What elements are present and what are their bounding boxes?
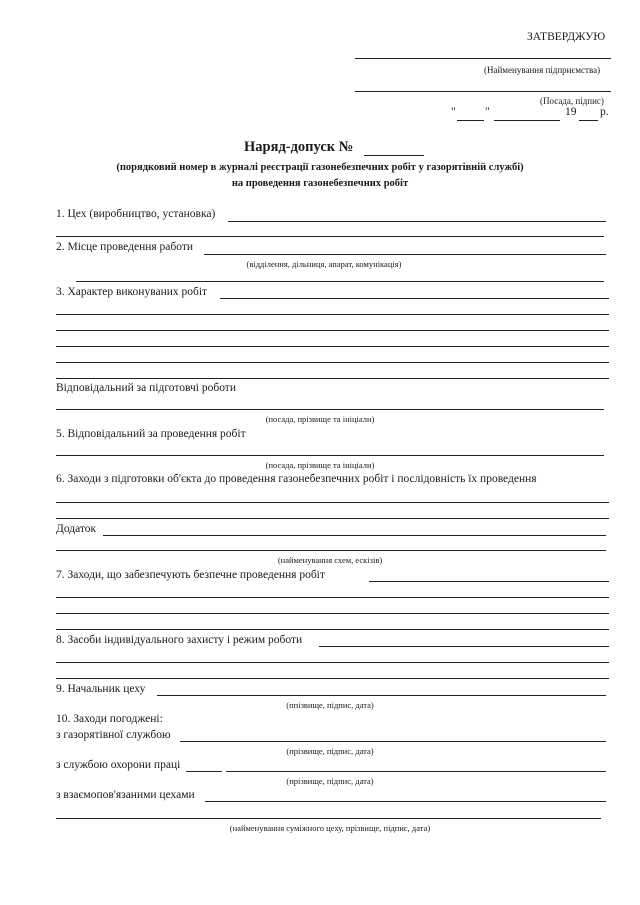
field-10-label: 10. Заходи погоджені: [56,713,163,725]
field-7-line-2[interactable] [56,597,609,598]
field-7-label: 7. Заходи, що забезпечують безпечне проведення робіт [56,569,325,581]
field-4-label: Відповідальний за підготовчі роботи [56,382,236,394]
field-8-line-2[interactable] [56,662,609,663]
field-6-line[interactable] [56,502,609,503]
company-line[interactable] [355,58,611,59]
position-caption: (Посада, підпис) [540,96,604,106]
field-8-line[interactable] [319,646,609,647]
field-1-label: 1. Цех (виробництво, установка) [56,208,216,220]
safety-service-line[interactable] [226,771,606,772]
title-subline-2: на проведення газонебезпечних робіт [231,178,409,189]
field-3-line-6[interactable] [56,378,609,379]
field-3-line-2[interactable] [56,314,609,315]
field-8-line-3[interactable] [56,678,609,679]
safety-service-line-short[interactable] [186,771,222,772]
gas-service-caption: (прізвище, підпис, дата) [286,746,374,756]
date-day-line[interactable] [457,120,484,121]
field-2-caption: (відділення, дільниця, апарат, комунікація) [246,259,402,269]
date-quote-open: " [451,106,456,118]
field-9-line[interactable] [157,695,606,696]
field-2-label: 2. Місце проведення работи [56,241,194,253]
date-month-line[interactable] [494,120,560,121]
date-year-suffix: р. [600,106,609,118]
addendum-caption: (найменування схем, ескізів) [277,555,383,565]
related-shops-line-2[interactable] [56,818,601,819]
field-9-label: 9. Начальник цеху [56,683,146,695]
addendum-line-2[interactable] [56,550,606,551]
field-2-line-2[interactable] [76,281,604,282]
field-3-label: 3. Характер виконуваних робіт [56,286,208,298]
document-title: Наряд-допуск № [244,139,354,155]
field-4-line[interactable] [56,409,604,410]
addendum-label: Додаток [56,523,97,535]
field-6-line-2[interactable] [56,518,609,519]
gas-service-line[interactable] [180,741,606,742]
addendum-line[interactable] [103,535,606,536]
date-year-prefix: 19 [565,106,577,118]
title-subline-1: (порядковий номер в журналі реєстрації газонебезпечних робіт у газорятівній службі) [116,162,524,173]
field-5-caption: (посада, прізвище та ініціали) [265,460,375,470]
field-6-label: 6. Заходи з підготовки об'єкта до проведення газонебезпечних робіт і послідовність їх проведення [56,473,537,485]
field-7-line-3[interactable] [56,613,609,614]
field-5-line[interactable] [56,455,604,456]
company-caption: (Найменування підприємства) [484,65,601,75]
date-year-line[interactable] [579,120,598,121]
approval-title: ЗАТВЕРДЖУЮ [527,31,606,43]
related-shops-line[interactable] [205,801,606,802]
safety-service-label: з службою охорони праці [56,759,181,771]
field-7-line[interactable] [369,581,609,582]
field-3-line-5[interactable] [56,362,609,363]
safety-service-caption: (прізвище, підпис, дата) [286,776,374,786]
field-8-label: 8. Засоби індивідуального захисту і режим роботи [56,634,303,646]
field-4-caption: (посада, прізвище та ініціали) [265,414,375,424]
field-1-line[interactable] [228,221,606,222]
field-1-line-2[interactable] [56,236,604,237]
related-shops-label: з взаємопов'язаними цехами [56,789,195,801]
field-7-line-4[interactable] [56,629,609,630]
field-3-line-3[interactable] [56,330,609,331]
position-line[interactable] [355,91,611,92]
permit-number-line[interactable] [364,155,424,156]
field-9-caption: (ппізвище, підпис, дата) [286,700,374,710]
related-shops-caption: (найменування суміжного цеху, прізвище, підпис, дата) [229,823,431,833]
gas-service-label: з газорятівної службою [56,729,171,741]
field-5-label: 5. Відповідальний за проведення робіт [56,428,246,440]
field-3-line[interactable] [220,298,609,299]
field-3-line-4[interactable] [56,346,609,347]
date-quote-close: " [485,106,490,118]
field-2-line[interactable] [204,254,606,255]
